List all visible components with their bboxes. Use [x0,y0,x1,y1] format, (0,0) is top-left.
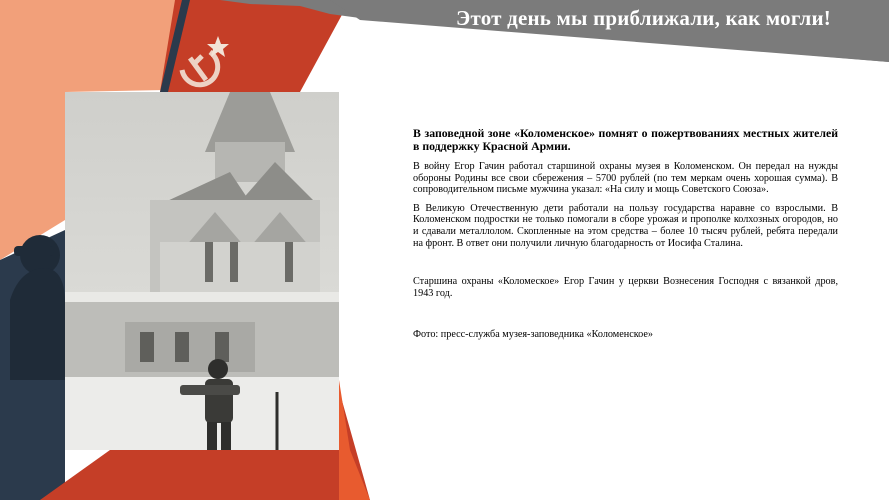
photo-caption: Старшина охраны «Коломеское» Егор Гачин у церкви Вознесения Господня с вязанкой дров, 1943 год. [413,276,838,299]
paragraph-gachin: В войну Егор Гачин работал старшиной охраны музея в Коломенском. Он передал на нужды обороны Родины все свои сбережения – 5700 рублей (по тем меркам очень хорошая сумма). В сопроводительном письме мужчина указал: «На силу и мощь Советского Союза». [413,161,838,196]
article-text [413,127,838,341]
slide-title: Этот день мы приближали, как могли! [456,6,831,30]
historical-photo [65,92,339,450]
paragraph-children: В Великую Отечественную дети работали на пользу государства наравне со взрослыми. В Коломенском подростки не только помогали в сборе урожая и прополке колхозных огородов, но и сдавали металлолом. Скопленные на этом средства – более 10 тысяч рублей, ребята передали на фронт. В ответ они получили личную благодарность от Иосифа Сталина. [413,202,838,249]
lead-paragraph: В заповедной зоне «Коломенское» помнят о пожертвованиях местных жителей в поддержку Красной Армии. [413,126,838,153]
orange-sliver [339,380,370,500]
photo-credit: Фото: пресс-служба музея-заповедника «Коломенское» [413,329,654,341]
